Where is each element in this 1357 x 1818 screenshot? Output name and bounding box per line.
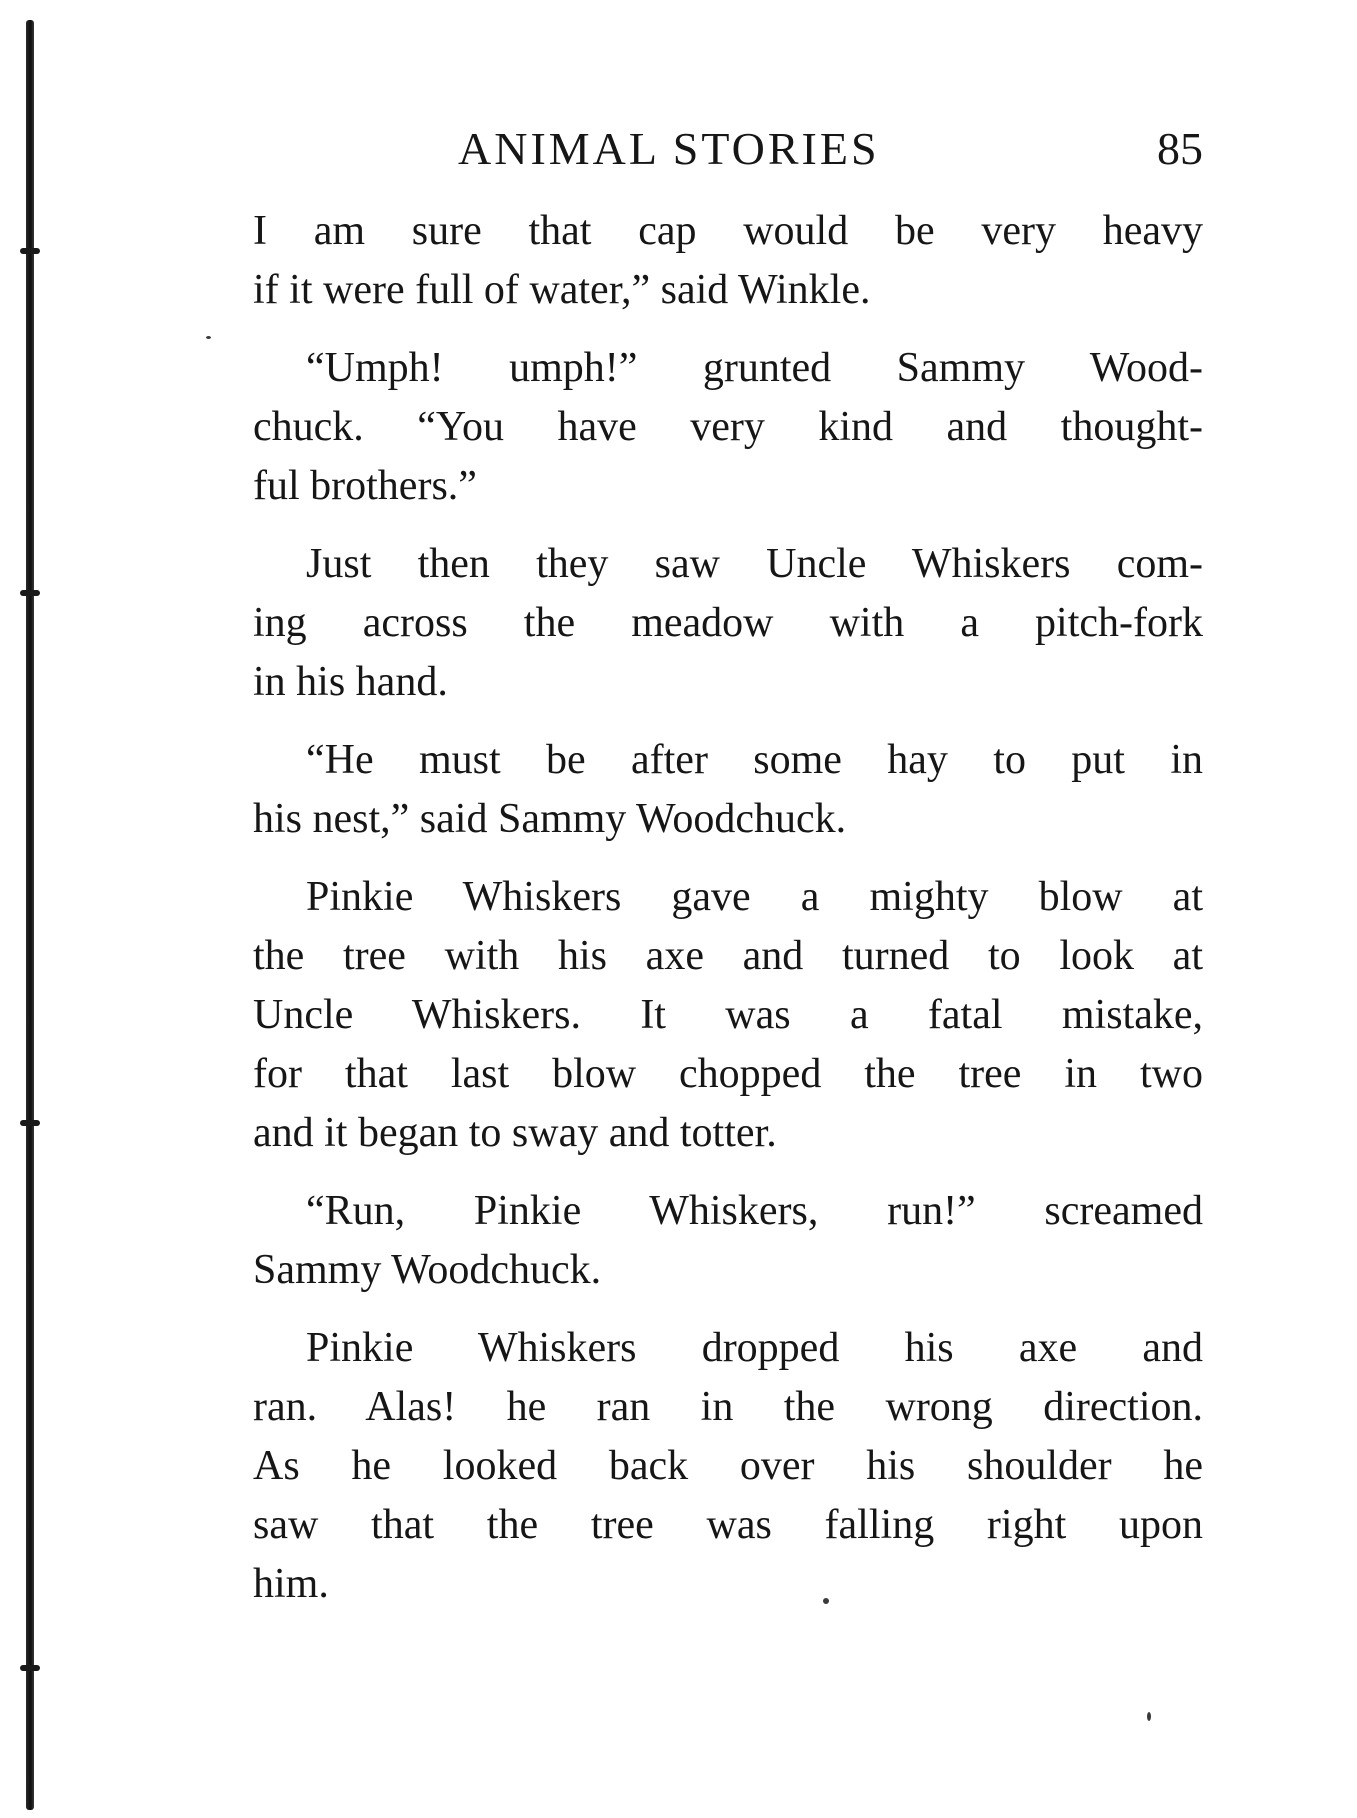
text-line: if it were full of water,” said Winkle.: [253, 267, 871, 313]
text-line: ran. Alas! he ran in the wrong direction.: [253, 1384, 1203, 1430]
text-line: As he looked back over his shoulder he: [253, 1443, 1203, 1489]
paragraph: [253, 202, 1203, 320]
text-line: “Umph! umph!” grunted Sammy Wood-: [306, 345, 1203, 391]
text-line: ing across the meadow with a pitch-fork: [253, 600, 1203, 646]
binding-notch: [20, 1120, 40, 1126]
text-line: Sammy Woodchuck.: [253, 1247, 602, 1293]
paragraph: [253, 535, 1203, 712]
text-line: chuck. “You have very kind and thought-: [253, 404, 1203, 450]
text-line: ful brothers.”: [253, 463, 477, 509]
text-line: in his hand.: [253, 659, 448, 705]
book-page: [253, 122, 1203, 1633]
binding-notch: [20, 590, 40, 596]
text-line: and it began to sway and totter.: [253, 1110, 777, 1156]
paragraph: [253, 868, 1203, 1163]
paragraph: [253, 1319, 1203, 1614]
text-line: Uncle Whiskers. It was a fatal mistake,: [253, 992, 1203, 1038]
text-line: Pinkie Whiskers gave a mighty blow at: [306, 874, 1203, 920]
page-number: 85: [1157, 123, 1203, 174]
binding-notch: [20, 1665, 40, 1671]
text-line: “He must be after some hay to put in: [306, 737, 1203, 783]
body-text: [253, 202, 1203, 1614]
paragraph: [253, 339, 1203, 516]
running-header: [253, 122, 1203, 182]
print-speck: [206, 336, 211, 339]
text-line: saw that the tree was falling right upon: [253, 1502, 1203, 1548]
text-line: Just then they saw Uncle Whiskers com-: [306, 541, 1203, 587]
book-binding-edge: [26, 20, 34, 1810]
text-line: I am sure that cap would be very heavy: [253, 208, 1203, 254]
paragraph: [253, 1182, 1203, 1300]
print-speck: [1147, 1712, 1151, 1721]
text-line: for that last blow chopped the tree in two: [253, 1051, 1203, 1097]
text-line: Pinkie Whiskers dropped his axe and: [306, 1325, 1203, 1371]
text-line: the tree with his axe and turned to look at: [253, 933, 1203, 979]
text-line: his nest,” said Sammy Woodchuck.: [253, 796, 847, 842]
running-title: ANIMAL STORIES: [458, 123, 880, 174]
text-line: “Run, Pinkie Whiskers, run!” screamed: [306, 1188, 1203, 1234]
paragraph: [253, 731, 1203, 849]
binding-notch: [20, 248, 40, 254]
text-line: him.: [253, 1561, 329, 1607]
